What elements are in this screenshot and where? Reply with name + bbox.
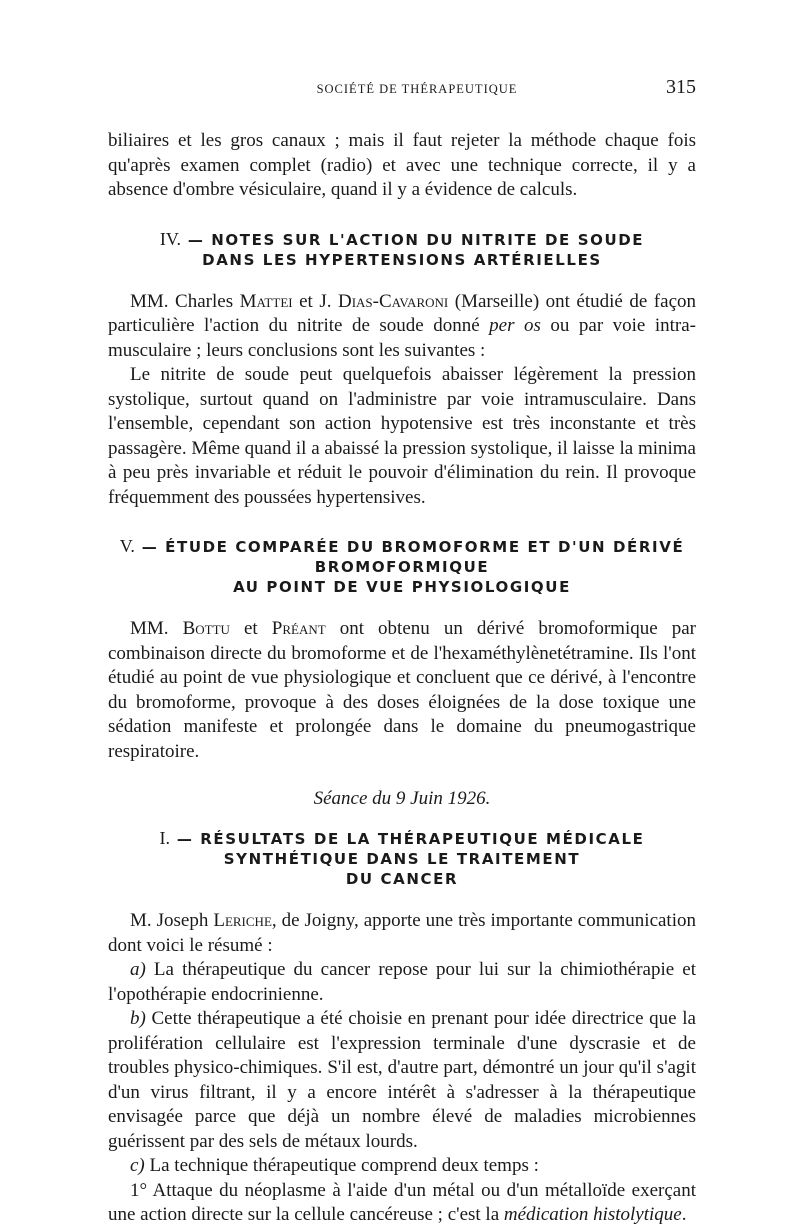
section-v-title-line1: — ÉTUDE COMPARÉE DU BROMOFORME ET D'UN DÉRIVÉ	[141, 538, 685, 556]
section-iv-title-line1: — NOTES SUR L'ACTION DU NITRITE DE SOUDE	[187, 230, 645, 249]
section-i-title-line3: DU CANCER	[345, 870, 459, 888]
section-iv-numeral: IV.	[159, 228, 182, 249]
section-iv-heading	[108, 229, 696, 270]
list-label-b: b)	[130, 1008, 146, 1029]
section-i-numeral: I.	[159, 828, 171, 848]
section-v-heading	[108, 536, 696, 597]
running-header	[108, 76, 696, 99]
seance-date: Séance du 9 Juin 1926.	[313, 788, 491, 809]
author-bottu: Bottu	[182, 618, 230, 639]
running-title: SOCIÉTÉ DE THÉRAPEUTIQUE	[316, 82, 518, 96]
list-item-a: a) La thérapeutique du cancer repose pour lui sur la chimiothérapie et l'opothérapie endocrinienne.	[108, 959, 696, 1005]
per-os-italic: per os	[489, 315, 541, 336]
section-iv-paragraph-2: Le nitrite de soude peut quelquefois abaisser légèrement la pression systolique, surtout quand on l'administre par voie intramusculaire. Dans l'ensemble, cependant son action hypotensive est très inconstante et très passagère. Même quand il a abaissé la pression systolique, il laisse la minima à peu près invariable et réduit le pouvoir d'élimination du rein. Il provoque fréquemment des poussées hypertensives.	[108, 364, 696, 508]
section-i-paragraph-1: M. Joseph Leriche, de Joigny, apporte une très importante communication dont voici le résumé :	[108, 910, 696, 956]
section-v-title-line3: AU POINT DE VUE PHYSIOLOGIQUE	[233, 578, 571, 596]
medication-histolytique-italic: médication histolytique	[503, 1204, 682, 1225]
author-mattei: Mattei	[239, 290, 293, 312]
author-dias-cavaroni: Dias-Cavaroni	[337, 290, 449, 312]
list-item-b: b) Cette thérapeutique a été choisie en prenant pour idée directrice que la prolifération cellulaire est l'expression terminale d'une dyscrasie et de troubles physico-chimiques. S'il est, d'autre part, démontré un jour qu'il s'agit d'un virus filtrant, il y a encore intérêt à s'adresser à la thérapeutique envisagée parce que déjà un nombre élevé de maladies microbiennes guérissent par des sels de métaux lourds.	[108, 1008, 696, 1152]
list-label-c: c)	[130, 1155, 145, 1176]
section-v-title-line2: BROMOFORMIQUE	[314, 558, 490, 576]
document-page	[108, 76, 696, 1228]
intro-paragraph: biliaires et les gros canaux ; mais il faut rejeter la méthode chaque fois qu'après examen complet (radio) et avec une technique correcte, il y a absence d'ombre vésiculaire, quand il y a évidence de calculs.	[108, 130, 696, 200]
list-item-c: c) La technique thérapeutique comprend deux temps :	[130, 1155, 539, 1176]
author-preant: Préant	[271, 618, 326, 639]
section-iv-title-line2: DANS LES HYPERTENSIONS ARTÉRIELLES	[202, 250, 602, 269]
section-i-title-line2: SYNTHÉTIQUE DANS LE TRAITEMENT	[223, 850, 581, 868]
section-iv-paragraph-1: MM. Charles Mattei et J. Dias-Cavaroni (Marseille) ont étudié de façon particulière l'action du nitrite de soude donné per os ou par voie intra-musculaire ; leurs conclusions sont les suivantes :	[108, 290, 697, 361]
section-v-paragraph-1: MM. Bottu et Préant ont obtenu un dérivé bromoformique par combinaison directe du bromoforme et de l'hexaméthylènetétramine. Ils l'ont étudié au point de vue physiologique et concluent que ce dérivé, à l'encontre du bromoforme, provoque à des doses éloignées de la dose toxique une sédation manifeste et prolongée dans le domaine du pneumogastrique respiratoire.	[108, 618, 696, 762]
page-number: 315	[666, 76, 696, 98]
section-i-title-line1: — RÉSULTATS DE LA THÉRAPEUTIQUE MÉDICALE	[176, 830, 645, 848]
section-v-numeral: V.	[119, 536, 135, 556]
list-label-a: a)	[130, 959, 146, 980]
section-i-heading	[108, 828, 696, 889]
list-item-1: 1° Attaque du néoplasme à l'aide d'un métal ou d'un métalloïde exerçant une action directe sur la cellule cancéreuse ; c'est la médication histolytique.	[108, 1179, 696, 1225]
author-leriche: Leriche	[213, 910, 272, 931]
